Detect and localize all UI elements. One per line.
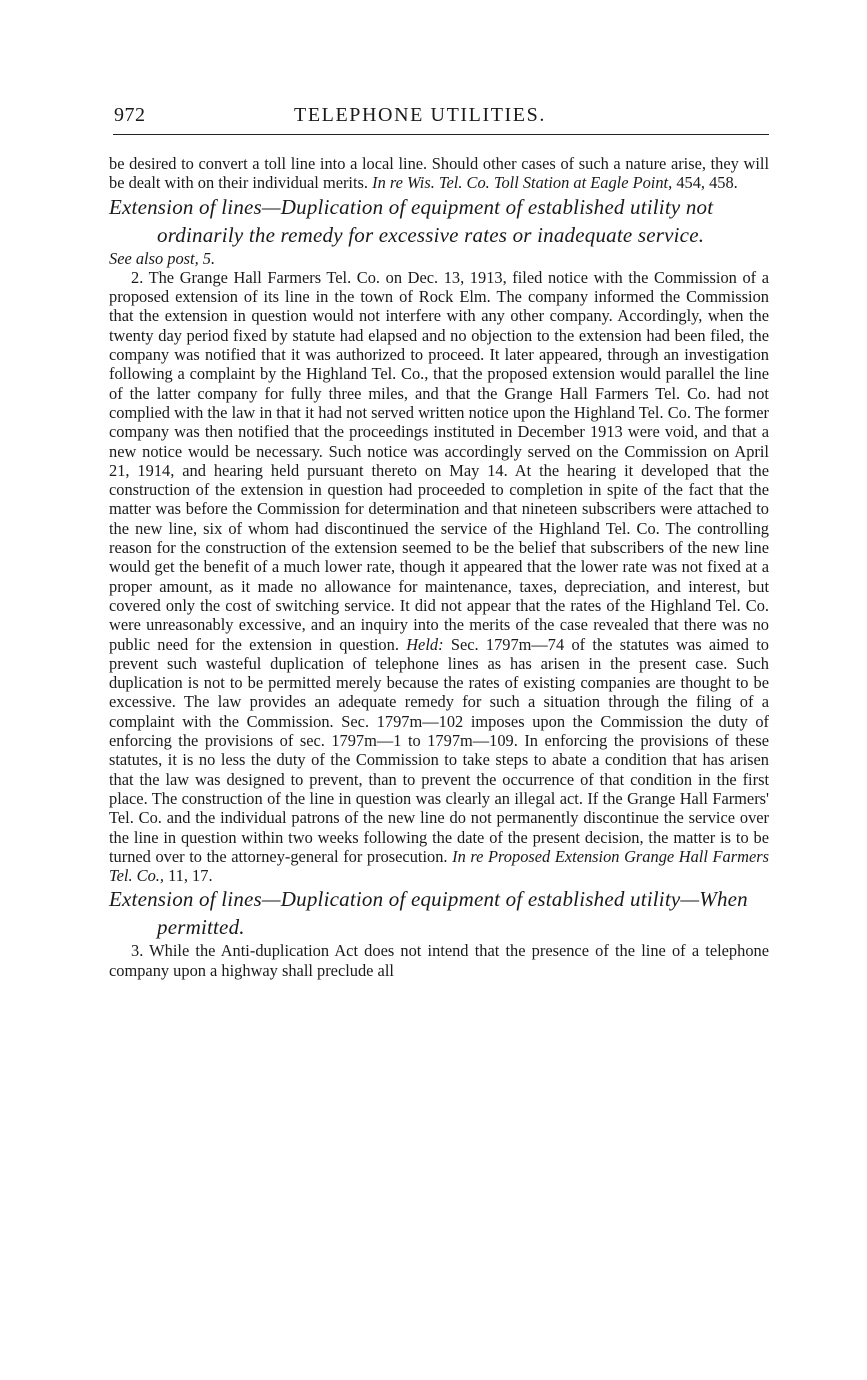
page-body — [109, 154, 769, 980]
paragraph-text: 2. The Grange Hall Farmers Tel. Co. on Dec. 13, 1913, filed notice with the Commission of a proposed extension of its line in the town of Rock Elm. The company informed the Commission that the extension in question would not interfere with any other company. Accordingly, when the twenty day period fixed by statute had elapsed and no objection to the extension had been filed, the company was notified that it was authorized to proceed. It later appeared, through an investigation following a complaint by the Highland Tel. Co., that the proposed extension would parallel the line of the latter company for fully three miles, and that the Grange Hall Farmers Tel. Co. had not complied with the law in that it had not served written notice upon the Highland Tel. Co. The former company was then notified that the proceedings instituted in December 1913 were void, and that a new notice would be necessary. Such notice was accordingly served on the Commission on April 21, 1914, and hearing held pursuant thereto on May 14. At the hearing it developed that the construction of the extension in question had proceeded to completion in spite of the fact that the matter was before the Commission for determination and that nineteen subscribers were attached to the new line, six of whom had discontinued the service of the Highland Tel. Co. The controlling reason for the construction of the extension seemed to be the belief that subscribers of the new line would get the benefit of a much lower rate, though it appeared that the lower rate was not fixed at a proper amount, as it made no allowance for maintenance, taxes, depreciation, and interest, but covered only the cost of switching service. It did not appear that the rates of the Highland Tel. Co. were unreasonably excessive, and an inquiry into the merits of the case revealed that there was no public need for the extension in question. — [109, 267, 769, 654]
continuation-paragraph — [109, 154, 769, 193]
case-citation: In re Wis. Tel. Co. Toll Station at Eagle Point, — [372, 173, 673, 193]
holding-text: Sec. 1797m—74 of the statutes was aimed to prevent such wasteful duplication of telephone lines as has arisen in the present case. Such duplication is not to be permitted merely because the rates of existing companies are thought to be excessive. The law provides an adequate remedy for such a situation through the filing of a complaint with the Commission. Sec. 1797m—102 imposes upon the Commission the duty of enforcing the provisions of sec. 1797m—1 to 1797m—109. In enforcing the provisions of these statutes, it is no less the duty of the Commission to take steps to abate a condition that has arisen that the law was designed to prevent, than to prevent the occurrence of that condition in the first place. The construction of the line in question was clearly an illegal act. If the Grange Hall Farmers' Tel. Co. and the individual patrons of the new line do not permanently discontinue the service over the line in question within two weeks following the date of the present decision, the matter is to be turned over to the attorney-general for prosecution. — [109, 634, 769, 866]
body-paragraph — [109, 268, 769, 886]
continuation-text: be desired to convert a toll line into a local line. Should other cases of such a nature arise, they will be dealt with on their individual merits. — [109, 154, 769, 193]
case-citation: In re Proposed Extension Grange Hall Farmers Tel. Co., — [109, 846, 769, 886]
running-head: TELEPHONE UTILITIES. — [294, 104, 546, 126]
see-also-note: See also post, 5. — [109, 248, 216, 268]
page-header — [113, 104, 769, 135]
page-number: 972 — [114, 104, 146, 126]
section-heading: Extension of lines—Duplication of equipment of established utility—When permitted. — [109, 887, 748, 940]
section-heading: Extension of lines—Duplication of equipment of established utility not ordinarily the remedy for excessive rates or inadequate service. — [109, 194, 714, 247]
held-label: Held: — [406, 634, 444, 654]
citation-pages: 454, 458. — [676, 173, 738, 193]
body-paragraph: 3. While the Anti-duplication Act does not intend that the presence of the line of a telephone company upon a highway shall preclude all — [109, 941, 769, 980]
citation-pages: 11, 17. — [168, 866, 213, 886]
